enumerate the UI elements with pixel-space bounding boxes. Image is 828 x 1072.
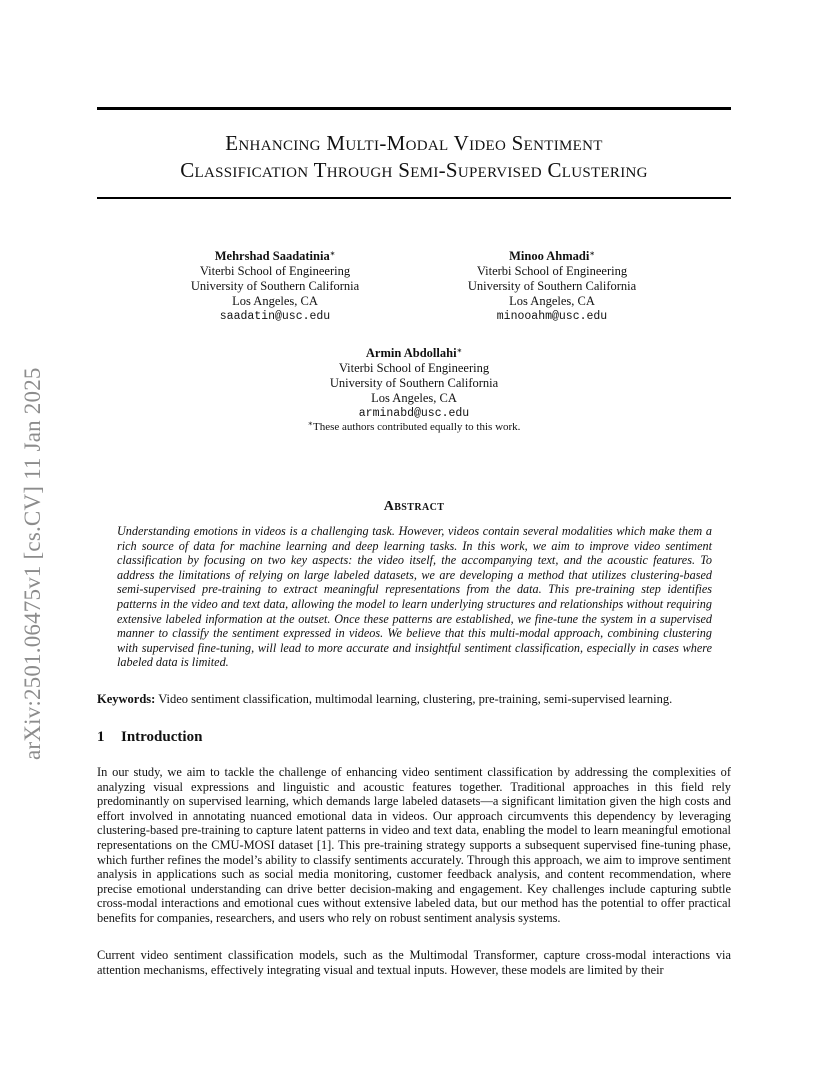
- author-name: Mehrshad Saadatinia: [214, 249, 330, 263]
- keywords-label: Keywords:: [97, 692, 156, 706]
- arxiv-identifier[interactable]: arXiv:2501.06475v1 [cs.CV] 11 Jan 2025: [20, 367, 45, 760]
- author-location: Los Angeles, CA: [509, 294, 595, 308]
- intro-paragraph-1: In our study, we aim to tackle the challenge of enhancing video sentiment classification by addressing the complexities of analyzing visual expressions and linguistic and acoustic features together. Traditional approaches in this field rely predominantly on supervised learning, which demands large labeled datasets—a significant limitation given the high costs and effort involved in annotating nuanced emotional data in videos. Our approach circumvents this dependency by leveraging clustering-based pre-training to capture latent patterns in video and text data, enabling the model to learn meaningful emotional representations on the CMU-MOSI dataset [1]. This pre-training strategy supports a subsequent supervised fine-tuning phase, which further refines the model’s ability to classify sentiments accurately. Through this approach, we aim to improve sentiment analysis in applications such as social media monitoring, customer feedback analysis, and content recommendation, where precise emotional understanding can drive better decision-making and engagement. Key challenges include capturing subtle cross-modal interactions and emotional cues without extensive labeled data, but our method has the potential to offer practical benefits for companies, researchers, and users who rely on robust sentiment analysis systems.: [97, 765, 731, 925]
- author-name: Armin Abdollahi: [365, 346, 457, 360]
- section-title: Introduction: [121, 729, 203, 745]
- title-line-2: Classification Through Semi-Supervised Clustering: [180, 158, 648, 182]
- equal-contribution-mark: ∗: [307, 419, 313, 428]
- author-university: University of Southern California: [329, 376, 499, 390]
- author-block-1: [165, 249, 385, 324]
- author-email[interactable]: arminabd@usc.edu: [358, 407, 470, 420]
- equal-contribution-mark: ∗: [456, 346, 463, 355]
- title-top-rule: [97, 107, 731, 110]
- title-bottom-rule: [97, 197, 731, 199]
- equal-contribution-mark: ∗: [329, 249, 336, 258]
- intro-paragraph-2: Current video sentiment classification models, such as the Multimodal Transformer, capture cross-modal interactions via attention mechanisms, effectively integrating visual and textual inputs. However, these models are limited by their: [97, 948, 731, 977]
- keywords-text: Video sentiment classification, multimodal learning, clustering, pre-training, semi-supervised learning.: [158, 692, 673, 706]
- author-university: University of Southern California: [190, 279, 360, 293]
- author-affiliation: Viterbi School of Engineering: [199, 264, 351, 278]
- section-number: 1: [97, 729, 105, 745]
- equal-contribution-mark: ∗: [589, 249, 595, 258]
- author-affiliation: Viterbi School of Engineering: [338, 361, 490, 375]
- author-block-3: [304, 346, 524, 421]
- paper-title: [97, 130, 731, 184]
- author-location: Los Angeles, CA: [232, 294, 318, 308]
- equal-contribution-text: These authors contributed equally to this work.: [313, 421, 521, 433]
- equal-contribution-note: [254, 421, 574, 433]
- author-email[interactable]: saadatin@usc.edu: [219, 310, 331, 323]
- title-line-1: Enhancing Multi-Modal Video Sentiment: [225, 131, 603, 155]
- author-name: Minoo Ahmadi: [509, 249, 590, 263]
- abstract-body: Understanding emotions in videos is a challenging task. However, videos contain several modalities which make them a rich source of data for machine learning and deep learning tasks. In this work, we aim to improve video sentiment classification by focusing on two key aspects: the video itself, the accompanying text, and the acoustic features. To address the limitations of relying on large labeled datasets, we are developing a method that utilizes clustering-based semi-supervised pre-training to extract meaningful representations from the data. This pre-training step identifies patterns in the video and text data, allowing the model to learn underlying structures and relationships without requiring extensive labeled information at the outset. Once these patterns are established, we fine-tune the system in a supervised manner to classify the sentiment expressed in videos. We believe that this multi-modal approach, combining clustering with supervised fine-tuning, will lead to more accurate and insightful sentiment classification, especially in cases where labeled data is limited.: [117, 524, 712, 670]
- author-affiliation: Viterbi School of Engineering: [476, 264, 628, 278]
- author-email[interactable]: minooahm@usc.edu: [496, 310, 608, 323]
- author-location: Los Angeles, CA: [371, 391, 457, 405]
- abstract-heading: Abstract: [383, 499, 445, 514]
- keywords: [97, 692, 731, 707]
- author-university: University of Southern California: [467, 279, 637, 293]
- author-block-2: [442, 249, 662, 324]
- section-heading-introduction: [97, 729, 731, 746]
